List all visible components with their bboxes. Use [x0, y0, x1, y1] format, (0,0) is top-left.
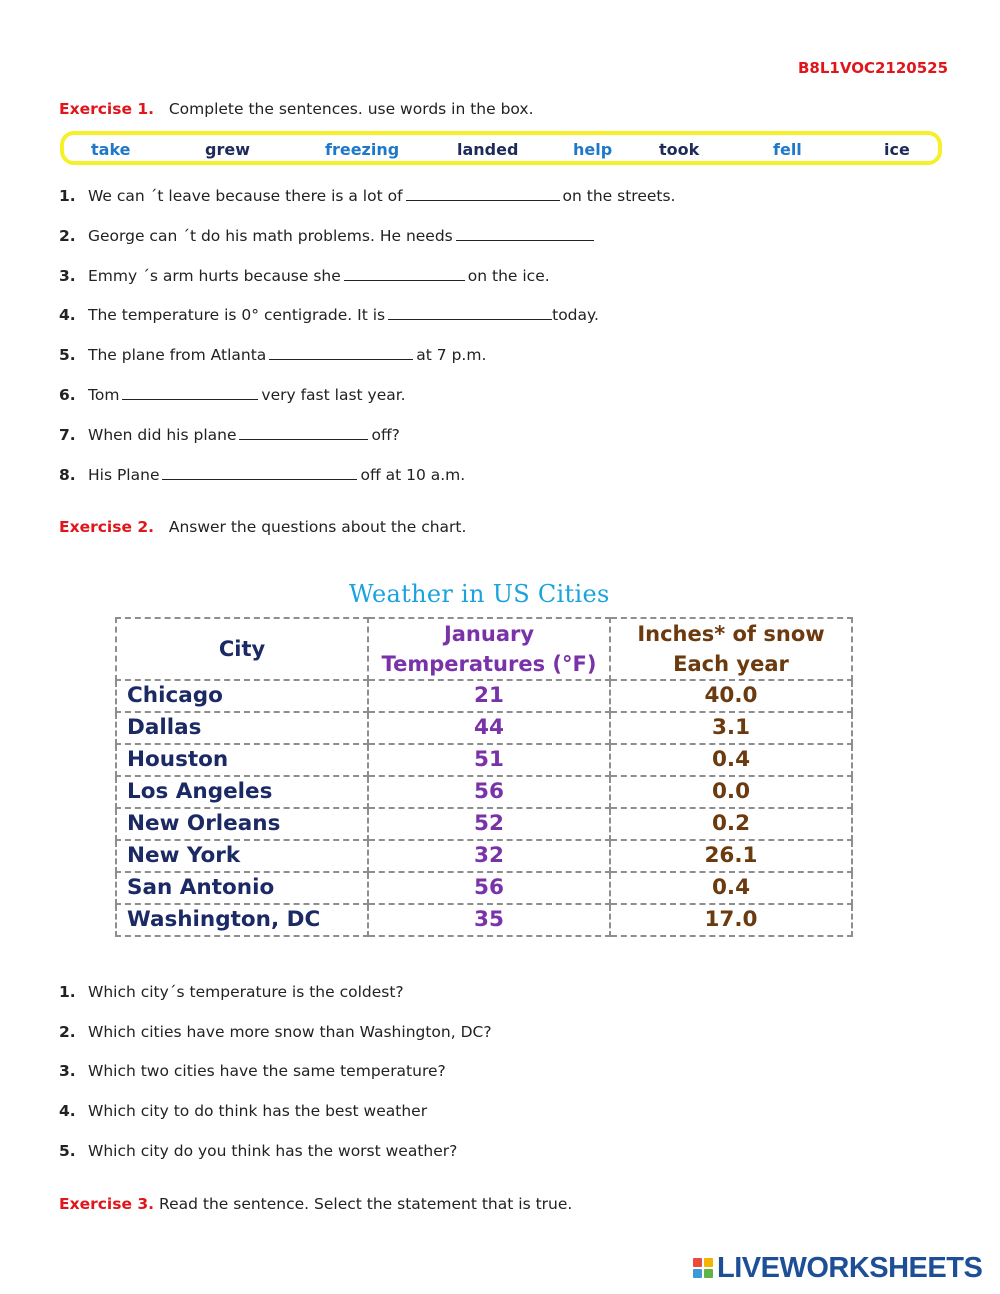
- cell-temperature: 35: [368, 904, 610, 936]
- cell-city: Dallas: [116, 712, 368, 744]
- answer-blank[interactable]: [162, 465, 357, 480]
- answer-blank[interactable]: [269, 345, 413, 360]
- exercise1-question: 5. The plane from Atlanta at 7 p.m.: [59, 346, 487, 364]
- exercise2-question: 4. Which city to do think has the best weather: [59, 1102, 428, 1120]
- answer-blank[interactable]: [239, 425, 368, 440]
- exercise3-heading: [59, 1195, 572, 1213]
- table-body: [116, 680, 852, 936]
- word-bank-item[interactable]: grew: [205, 140, 250, 159]
- exercise2-question: 3. Which two cities have the same temperature?: [59, 1062, 446, 1080]
- chart-title: Weather in US Cities: [349, 580, 610, 608]
- table-row: [116, 712, 852, 744]
- exercise1-question: 1. We can ´t leave because there is a lot of on the streets.: [59, 187, 676, 205]
- table-row: [116, 904, 852, 936]
- answer-blank[interactable]: [388, 305, 552, 320]
- liveworksheets-logo: [693, 1253, 982, 1283]
- exercise3-instruction: Read the sentence. Select the statement that is true.: [159, 1195, 573, 1213]
- exercise2-label: Exercise 2.: [59, 518, 155, 536]
- exercise1-heading: [59, 100, 534, 118]
- weather-table: [115, 617, 853, 937]
- cell-city: Washington, DC: [116, 904, 368, 936]
- cell-city: New York: [116, 840, 368, 872]
- exercise2-question: 2. Which cities have more snow than Washington, DC?: [59, 1023, 492, 1041]
- exercise2-question: 5. Which city do you think has the worst weather?: [59, 1142, 458, 1160]
- cell-snow: 17.0: [610, 904, 852, 936]
- liveworksheets-logo-icon: [693, 1258, 713, 1278]
- header-city: City: [116, 618, 368, 680]
- word-bank-item[interactable]: landed: [457, 140, 519, 159]
- cell-temperature: 44: [368, 712, 610, 744]
- cell-city: Houston: [116, 744, 368, 776]
- answer-blank[interactable]: [122, 385, 258, 400]
- cell-temperature: 32: [368, 840, 610, 872]
- exercise2-question: 1. Which city´s temperature is the coldest?: [59, 983, 404, 1001]
- exercise1-question: 3. Emmy ´s arm hurts because she on the ice.: [59, 267, 550, 285]
- table-row: [116, 776, 852, 808]
- header-temperature: January Temperatures (°F): [368, 618, 610, 680]
- table-row: [116, 808, 852, 840]
- worksheet-code: B8L1VOC2120525: [798, 59, 949, 77]
- answer-blank[interactable]: [344, 266, 465, 281]
- cell-city: New Orleans: [116, 808, 368, 840]
- exercise1-question: 4. The temperature is 0° centigrade. It is today.: [59, 306, 599, 324]
- cell-temperature: 52: [368, 808, 610, 840]
- cell-temperature: 56: [368, 776, 610, 808]
- word-bank-item[interactable]: freezing: [325, 140, 400, 159]
- header-snow: Inches* of snow Each year: [610, 618, 852, 680]
- answer-blank[interactable]: [456, 226, 594, 241]
- exercise1-label: Exercise 1.: [59, 100, 155, 118]
- exercise2-heading: [59, 518, 466, 536]
- liveworksheets-logo-text: LIVEWORKSHEETS: [717, 1251, 983, 1284]
- cell-temperature: 56: [368, 872, 610, 904]
- table-row: [116, 744, 852, 776]
- exercise1-question: 6. Tom very fast last year.: [59, 386, 406, 404]
- cell-snow: 40.0: [610, 680, 852, 712]
- cell-snow: 0.4: [610, 872, 852, 904]
- exercise1-question: 8. His Plane off at 10 a.m.: [59, 466, 466, 484]
- cell-snow: 0.0: [610, 776, 852, 808]
- cell-city: San Antonio: [116, 872, 368, 904]
- cell-snow: 0.4: [610, 744, 852, 776]
- cell-snow: 0.2: [610, 808, 852, 840]
- cell-snow: 26.1: [610, 840, 852, 872]
- word-bank-item[interactable]: took: [659, 140, 700, 159]
- table-row: [116, 872, 852, 904]
- table-row: [116, 840, 852, 872]
- table-row: [116, 680, 852, 712]
- cell-city: Los Angeles: [116, 776, 368, 808]
- exercise3-label: Exercise 3.: [59, 1195, 155, 1213]
- cell-temperature: 21: [368, 680, 610, 712]
- cell-city: Chicago: [116, 680, 368, 712]
- cell-snow: 3.1: [610, 712, 852, 744]
- exercise1-instruction: Complete the sentences. use words in the box.: [168, 100, 534, 118]
- answer-blank[interactable]: [406, 186, 560, 201]
- exercise1-question: 7. When did his plane off?: [59, 426, 400, 444]
- cell-temperature: 51: [368, 744, 610, 776]
- word-bank-item[interactable]: take: [91, 140, 131, 159]
- word-bank-item[interactable]: help: [573, 140, 613, 159]
- table-header-row: [116, 618, 852, 680]
- word-bank-item[interactable]: ice: [884, 140, 910, 159]
- exercise2-instruction: Answer the questions about the chart.: [168, 518, 467, 536]
- exercise1-question: 2. George can ´t do his math problems. He needs: [59, 226, 597, 245]
- word-bank-item[interactable]: fell: [773, 140, 802, 159]
